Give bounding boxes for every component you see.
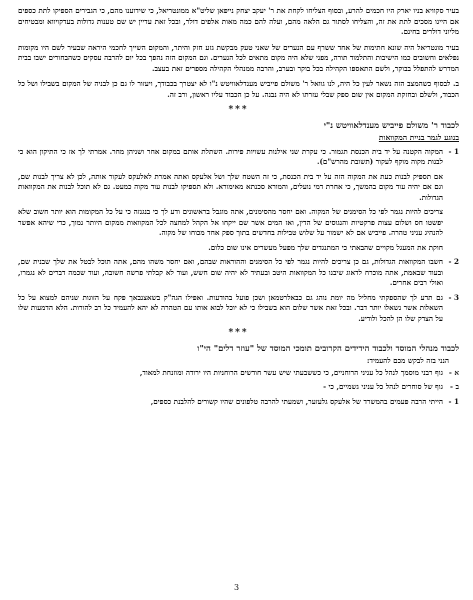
item-text: צריכים להיות נגמר לפי כל הסימנים של המקוה. ואם יחסר מהסימנים, אתה מוגבל בראשונים ודע לך כי בנגנזה כי על כל המקומות הוא יותר חשוב שלא יפשטו חס ושלום עצות פרקטיות והנגוסים של הדין, ואז המים אשר שם ייקחו אל הקהל למחצה לכל המקוואות ממקום היותר נמוך, כדי שיהא אפשר להנהיג עניני טהרה. פייביש אם לא ישמור על שלוש טבילות בחדשים בתוך ספק אחד מכוחו של מקוה. xyxy=(18,207,443,237)
intro-paragraph-1: בעיר סקוויא בניו יארק היו חכמים להרע, ובסוף הצליחו לקחת את ר' יעקב יצחק נייפאן שליט"א ממונטריאל, כי שידוענו מהם, כי הגבירים הספיקו לתת כספים אם היינו מסכים לתת את זה, והצליחו לסתור גם הלאה מהם, ועלה להם כמה מאות אלפים דולר, ובכל זאת עדיין יש שם טענות גדולות בעדקויווא ומבטיחים מליוני דולרים בחינם. xyxy=(18,6,459,36)
item-number: א - xyxy=(448,367,459,377)
item-text: גם תדע לך שהספקתי מחליל מה יומת נוהג גם כבאלרטמאן ושכן פועל בהודעות. ואפילו הגה"ק בשאצנבאך פקח על הזוגות שניהם למצוא על כל השאלות אשר נשאלו יותר דבר. ובכל זאת אשר שלום הוא בשבילו כי לא יוכל לבוא אותו עם הטהרה לא יהא להעמיד כל רב להורות. הלא הדמעות שלו על הצדק שלו הן להכל ולודיע. xyxy=(18,292,443,323)
section-mendlowitz xyxy=(18,120,459,324)
list-item xyxy=(18,397,459,408)
item-number: 1 - xyxy=(448,146,459,156)
item-text: חוקת את המעגל מקויים שהבאתי כי המתנגדים שלך מפעל מעשרים אינו שום כלום. xyxy=(208,242,443,252)
section-1-subheading: בנוגע לגמר בניית המקוואות xyxy=(378,133,459,142)
list-item xyxy=(18,257,459,289)
item-number: 3 - xyxy=(448,292,459,302)
list-item xyxy=(18,243,459,254)
item-text: אם תספיק לבנות כעת את המקוה הזה על יד בית הכנסת, כי זה השטח שלך ושל אלעקס ואתה אמרת לאלעקס לעקור אותה, לכן לא צריך לבנות שם, וגם אם יהיה עוד מקום בהמשך, כי אחרת דמי נועלים, והמורא סכנתא מאימורא. ולא תספיקו לבנות עוד מקוה כמעט. גם לא תוכל לבנות את המקוואות הגדולות. xyxy=(18,171,443,202)
separator-stars-2: *** xyxy=(228,328,249,338)
intro-paragraph-3: ב. לבסוף כשהמצב הזה נשאר לעין כל היה, לנו גוואל ר' משולם פייביש מענדלאוויטש נ"ו לא יצטרך בכבודך, ויעזור לו גם כן לבניה של המקום בשבילו ושל כל הכבוד, ולשלם ובחזקת המקום אין שום ספק שבלי עזרתו לא היה נבנה. על כן הכבוד עליו ראשון, ורב זה. xyxy=(18,79,459,99)
section-1-heading: לכבוד ר' משולם פייביש מענדלאוויטש נ"י xyxy=(323,120,459,130)
list-item xyxy=(18,293,459,325)
item-text: גוף רבני מוסמך לנהל כל עניני הרוחניים, כי כששבעתי שיש עשר חודשים הרוחניות היו ירודה ומוזנחת למאוד, xyxy=(139,367,443,377)
item-text: גוף של סוחרים לנהל כל עניני גשמיים, כי - xyxy=(323,382,443,391)
list-item xyxy=(18,172,459,204)
section-organization xyxy=(18,343,459,407)
list-item xyxy=(18,382,459,393)
item-number xyxy=(447,243,459,254)
list-item xyxy=(18,207,459,239)
item-number: 1 - xyxy=(448,396,459,406)
item-number: ב - xyxy=(450,382,459,391)
item-number: 2 - xyxy=(448,257,459,266)
list-item xyxy=(18,147,459,168)
item-text: חשבו המקוואות הגדולות, גם כן צריכים להיות נגמר לפי כל הסימנים וההוראות שבהם, ואם יחסר משהו מהם, אתה תוכל לבטל את שלך שבנית שם, ובעוד שבאמת, אתה מוכרח לדאוג שיבנו כל המקוואות היטב ובעתיד לא יהיה שום חשש, ועוד לא קבלתי פרשה חשובה, ועוד שכמה דברים לא נגמרו, ואולי רבים אחרים. xyxy=(18,257,443,287)
section-2-intro: הנני בזה לבקש מכם להעמיד: xyxy=(366,356,449,365)
item-number xyxy=(447,172,459,204)
page-number: 3 xyxy=(233,583,240,592)
intro-paragraph-2: בעיר מונטריאל היה שונא חתימות של אחד ששרף עם הנערים של שאני טעק מבקשת גזע חזק והיתר, והמקום השייך לחכמי היראה שבעיר לשם היו מקומות נפלאים וחשובים כמו הישיבות והתלמוד תורה, מפני שלא היה מקום מתאים לכל הנערים. וגם המקום הזה נהפך בכל יום להרבה עסקים כשהבחורים ישבו בבית המדרש להתפלל בבוקר, ולשם התאספו הקהילה בכל בוקר ובערב, והרבה ממנהלי הקהילה מספרים זאת בעצב. xyxy=(18,42,459,73)
item-text: המקוה הקטנה על יד בית הכנסת תגמור. כי עקרת שני אילנות עשויות פירות. השתלת אותם במקום אחר ושניהן מחר. אמרתי לך אז כי התיקון הוא כי לבנות מקוה מוקף לעקור (תשובת מהרש"ם). xyxy=(18,146,443,166)
section-2-heading: לכבוד מנהלי המוסד ולכבוד הידידים הקרובים תומכי המוסד של "עוזר דלים" הי"ו xyxy=(197,343,459,353)
list-item xyxy=(18,368,459,379)
item-number xyxy=(447,207,459,239)
separator-stars-1: *** xyxy=(228,105,249,115)
intro-section xyxy=(18,6,459,100)
item-text: הייתי הרבה פעמים בהמשרד של אלעקס גלעזער, ושמעתי להרבה טלפונים שהיו קשורים להלבנת כספים, xyxy=(150,396,443,406)
